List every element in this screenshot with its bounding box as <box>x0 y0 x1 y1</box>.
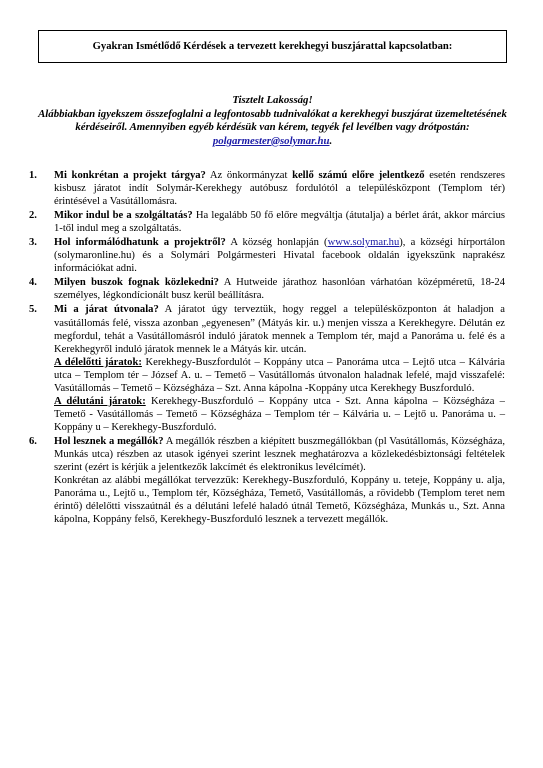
intro-end: . <box>329 134 333 147</box>
faq-answer: Ha legalább 50 fő előre megváltja (átutalja) a bérlet árát, akkor március 1-től indul meg a szolgáltatás. <box>54 210 506 235</box>
faq-item-4 <box>29 276 505 302</box>
faq-question: Milyen buszok fognak közlekedni? <box>54 277 219 289</box>
faq-question: Hol lesznek a megállók? <box>54 435 164 447</box>
faq-question: Mi a járat útvonala? <box>54 304 159 316</box>
faq-item-5 <box>29 303 505 433</box>
faq-answer: A megállók részben a kiépített buszmegállókban (pl Vasútállomás, Községháza, Munkás utca) részben az utasok igényei szerint lesznek meghatározva a közlekedésbiztonsági feltételek szerint (ezért is kérjük a jelentkezők lakcímét és elektronikus levélcímét). <box>54 435 506 474</box>
faq-answer: Az önkormányzat <box>205 170 293 181</box>
faq-answer: A község honlapján ( <box>225 237 328 249</box>
faq-paragraph <box>54 435 505 474</box>
faq-answer-bold: kellő számú előre jelentkező <box>292 170 425 181</box>
afternoon-route: Kerekhegy-Buszforduló – Koppány utca - Szt. Anna kápolna – Községháza – Temető - Vasútállomás – Temető – Községháza – Templom tér – Kálvária u. – Lejtő u. Panoráma u. – Koppány u – Kerekhegy-Buszforduló. <box>54 395 505 433</box>
faq-list <box>29 169 505 527</box>
faq-item-2 <box>29 209 505 235</box>
faq-number: 6. <box>29 435 37 447</box>
website-link[interactable]: www.solymar.hu <box>327 237 400 249</box>
faq-answer: esetén rendszeres kisbusz járatot indít Solymár-Kerekhegy autóbusz fordulótól a településközpont (Templom tér) érintésével a Vasútállomásra. <box>54 170 505 208</box>
afternoon-label: A délutáni járatok: <box>54 395 146 407</box>
afternoon-routes <box>54 395 505 434</box>
faq-answer: ), a községi hírportálon (solymaronline.hu) és a Solymári Polgármesteri Hivatal facebook oldalán igyekszünk naprakész információkat adni. <box>54 237 505 275</box>
header-box <box>38 30 507 63</box>
faq-number: 2. <box>29 210 37 222</box>
faq-number: 4. <box>29 277 37 289</box>
faq-paragraph <box>54 303 505 355</box>
morning-routes <box>54 356 505 395</box>
faq-item-3 <box>29 236 505 275</box>
faq-paragraph: Konkrétan az alábbi megállókat tervezzük: Kerekhegy-Buszforduló, Koppány u. teteje, Koppány u. alja, Panoráma u., Lejtő u., Templom tér, Községháza, Temető, Vasútállomás, a rövidebb (Templom teret nem érintő) délelőtti visszaútnál és a délutáni lefelé haladó útnál Temető, Községháza, Munkás u., Szt. Anna kápolna, Koppány felső, Kerekhegy-Buszforduló lesznek a tervezett megállók. <box>54 475 505 526</box>
intro-paragraph <box>38 108 507 148</box>
faq-number: 5. <box>29 304 37 316</box>
faq-item-6 <box>29 435 505 526</box>
faq-number: 3. <box>29 237 37 249</box>
morning-label: A délelőtti járatok: <box>54 356 142 368</box>
faq-answer: A Hutweide járathoz hasonlóan várhatóan középméretű, 18-24 személyes, légkondícionált busz kerül beállításra. <box>54 277 506 302</box>
page-title: Gyakran Ismétlődő Kérdések a tervezett kerekhegyi buszjárattal kapcsolatban: <box>92 41 453 52</box>
email-link[interactable]: polgarmester@solymar.hu <box>212 134 330 147</box>
faq-item-1 <box>29 169 505 208</box>
faq-question: Mi konkrétan a projekt tárgya? <box>54 170 206 181</box>
morning-route: Kerekhegy-Buszfordulót – Koppány utca – Panoráma utca – Lejtő utca – Kálvária utca – Templom tér – József A. u. – Temető – Vasútállomás útvonalon haladnak lefelé, majd visszafelé: Vasútállomás – Temető – Községháza – Szt. Anna kápolna -Koppány utca Kerekhegy Buszforduló. <box>54 356 505 394</box>
greeting: Tisztelt Lakosság! <box>232 94 313 106</box>
faq-answer: A járatot úgy terveztük, hogy reggel a településközponton át haladjon a vasútállomás felé, vissza azonban „egyenesen” (Mátyás kir. u.) menjen vissza a Kerekhegyre. Délután ez megfordul, tehát a Vasútállomásról induló járatok mennek a Templom tér, majd a Panoráma u. felé és a Kerekhegyről induló járatok mennek le a Mátyás kir. utcán. <box>54 304 505 355</box>
faq-question: Hol informálódhatunk a projektről? <box>54 237 226 249</box>
faq-number: 1. <box>29 170 37 181</box>
intro-text: Alábbiakban igyekszem összefoglalni a legfontosabb tudnivalókat a kerekhegyi buszjárat üzemeltetésének kérdéseiről. Amennyiben egyéb kérdésük van kérem, tegyék fel levélben vagy drótpostán: <box>38 108 507 134</box>
faq-question: Mikor indul be a szolgáltatás? <box>54 210 193 222</box>
